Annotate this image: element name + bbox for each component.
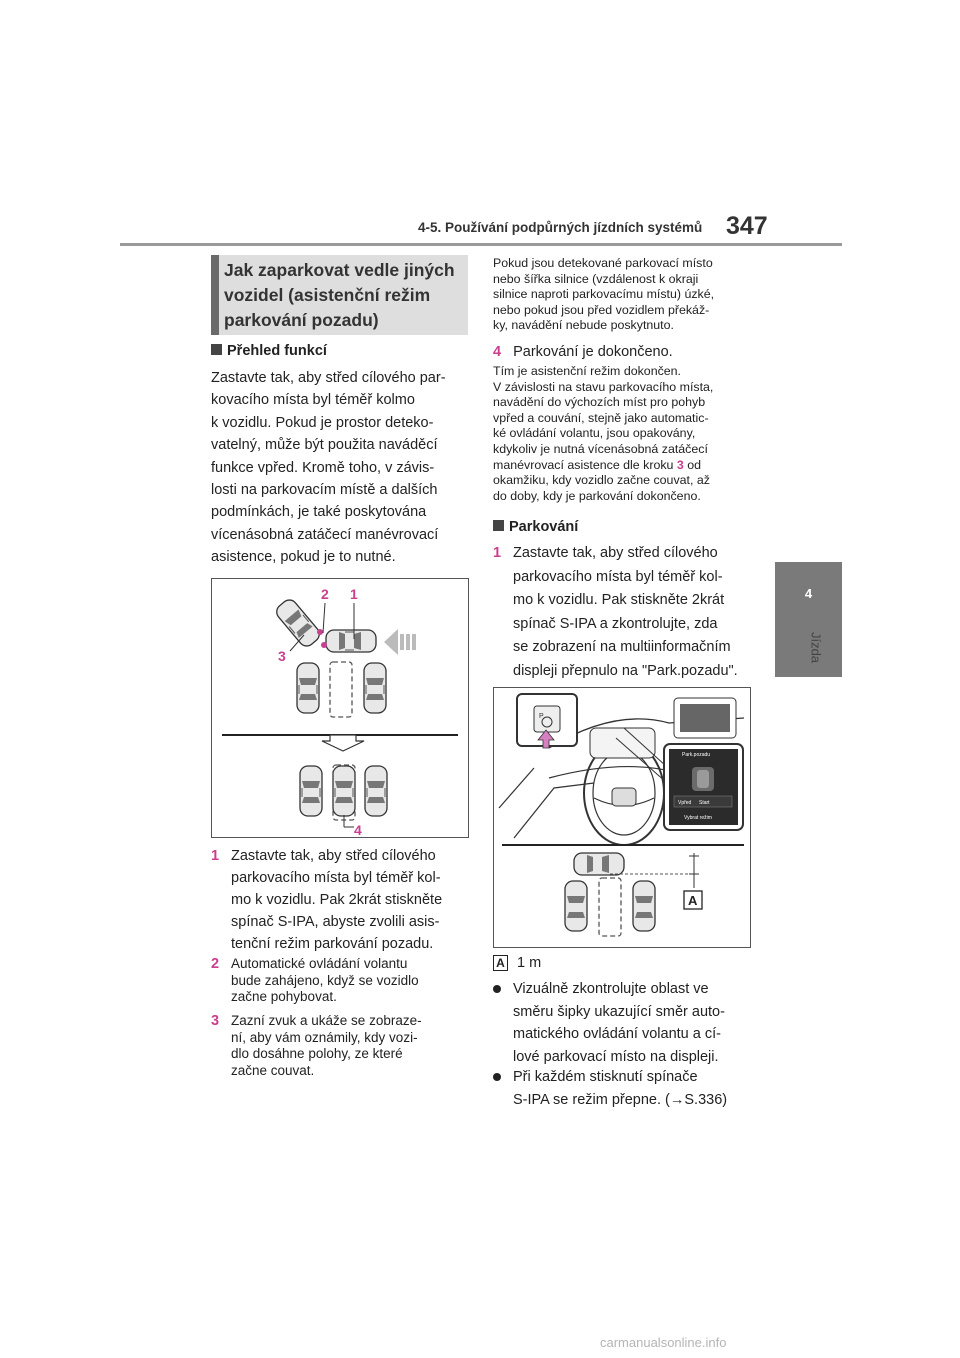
step-line: bude zahájeno, když se vozidlo xyxy=(231,972,419,988)
note-line: nebo pokud jsou před vozidlem překáž- xyxy=(493,302,710,317)
direction-arrow-icon xyxy=(384,629,416,655)
chapter-number: 4 xyxy=(804,586,813,601)
note-line: ké ovládání volantu, jsou opakovány, xyxy=(493,426,696,441)
step-line: dlo dosáhne polohy, ze které xyxy=(231,1046,403,1061)
parked-car xyxy=(565,881,587,931)
bullet-line: lové parkovací místo na displeji. xyxy=(513,1048,719,1065)
intro-paragraph xyxy=(211,367,471,569)
step-number: 3 xyxy=(211,1013,220,1029)
note-line: Pokud jsou detekované parkovací místo xyxy=(493,256,713,270)
target-space xyxy=(330,662,352,717)
step-line: se zobrazení na multiinformačním xyxy=(513,639,731,656)
parked-car xyxy=(297,663,319,713)
bullet-line[interactable]: S-IPA se režim přepne. (→S.336) xyxy=(513,1091,728,1108)
intro-line: podmínkách, je také poskytována xyxy=(211,504,427,521)
parking-step-1 xyxy=(493,542,763,684)
square-bullet-icon xyxy=(211,344,222,355)
section-title: Jak zaparkovat vedle jiných vozidel (asistenční režim parkování pozadu) xyxy=(224,260,455,330)
step-line: Zazní zvuk a ukáže se zobraze- xyxy=(231,1013,422,1028)
target-space xyxy=(599,878,621,936)
step-4 xyxy=(493,341,763,363)
step-3 xyxy=(211,1013,473,1079)
intro-line: asistence, pokud je to nutné. xyxy=(211,549,396,566)
watermark: carmanualsonline.info xyxy=(600,1335,727,1350)
bullet-line: matického ovládání volantu a cí- xyxy=(513,1026,721,1043)
section-header: 4-5. Používání podpůrných jízdních systémů xyxy=(418,220,703,235)
step-line: Zastavte tak, aby střed cílového xyxy=(513,545,718,561)
fig-label-3: 3 xyxy=(278,648,286,664)
step-2 xyxy=(211,956,473,1006)
fig-label-4: 4 xyxy=(354,822,362,837)
parked-car xyxy=(300,766,322,816)
note-line: V závislosti na stavu parkovacího místa, xyxy=(493,379,714,394)
note-line: nebo šířka silnice (vzdálenost k okraji xyxy=(493,271,699,286)
step-line: displeji přepnulo na "Park.pozadu". xyxy=(513,662,738,679)
dashboard-diagram xyxy=(494,688,750,947)
own-car xyxy=(574,853,624,875)
step-line: tenční režim parkování pozadu. xyxy=(231,936,434,952)
step-number: 1 xyxy=(493,545,502,561)
subheading-text: Přehled funkcí xyxy=(227,343,327,359)
bullet-line: směru šipky ukazující směr auto- xyxy=(513,1003,725,1020)
header-divider xyxy=(120,243,842,246)
step-line: spínač S-IPA, abyste zvolili asis- xyxy=(231,914,440,930)
display-mode-button: Vybrat režim xyxy=(684,815,712,821)
completion-note xyxy=(493,364,763,504)
legend-A-text: 1 m xyxy=(517,955,542,971)
note-line: vpřed a couvání, stejně jako automatic- xyxy=(493,410,709,425)
step-number: 1 xyxy=(211,848,220,864)
intro-line: vatelný, může být použita naváděcí xyxy=(211,437,438,454)
parked-car xyxy=(364,663,386,713)
note-line: silnice naproti parkovacímu místu) úzké, xyxy=(493,287,715,302)
parking-overview-diagram xyxy=(212,579,468,837)
step-text: Parkování je dokončeno. xyxy=(513,344,673,360)
label-A: A xyxy=(688,893,698,908)
step-line: parkovacího místa byl téměř kol- xyxy=(231,870,441,886)
dashboard-figure xyxy=(493,687,751,948)
parking-overview-figure xyxy=(211,578,469,838)
detection-note xyxy=(493,256,763,334)
step-number: 2 xyxy=(211,956,220,972)
bullet-line: Při každém stisknutí spínače xyxy=(513,1069,698,1085)
step-line: spínač S-IPA a zkontrolujte, zda xyxy=(513,615,718,632)
bullet-2 xyxy=(493,1066,763,1111)
subheading-text: Parkování xyxy=(509,519,579,535)
down-arrow-icon xyxy=(322,735,364,751)
step-number: 4 xyxy=(493,344,502,360)
note-line-with-ref xyxy=(493,458,763,474)
note-line: okamžiku, kdy vozidlo začne couvat, až xyxy=(493,473,710,488)
bullet-dot-icon xyxy=(493,1073,501,1081)
section-title-bar xyxy=(211,255,219,335)
sipa-switch-icon xyxy=(534,706,560,732)
intro-line: kovacího místa byl téměř kolmo xyxy=(211,392,415,409)
display-forward-button: Vpřed xyxy=(678,800,692,806)
note-line: Tím je asistenční režim dokončen. xyxy=(493,364,682,378)
note-line: kdykoliv je nutná vícenásobná zatáčecí xyxy=(493,441,708,456)
chapter-label: Jízda xyxy=(808,631,824,664)
parked-car xyxy=(365,766,387,816)
page-number: 347 xyxy=(726,212,768,240)
step-line: ní, aby vám oznámily, kdy vozi- xyxy=(231,1029,418,1045)
step-line: Automatické ovládání volantu xyxy=(231,956,408,971)
note-line: ky, navádění nebude poskytnuto. xyxy=(493,318,674,333)
note-text: manévrovací asistence dle kroku xyxy=(493,457,674,472)
subheading-parking xyxy=(493,519,578,535)
own-car-parked xyxy=(333,766,355,816)
own-car-start xyxy=(326,630,376,652)
bullet-1 xyxy=(493,978,763,1068)
step-line: parkovacího místa byl téměř kol- xyxy=(513,568,723,585)
step-line: začne pohybovat. xyxy=(231,989,337,1004)
subheading-overview xyxy=(211,343,327,359)
svg-text:P: P xyxy=(539,713,544,720)
display-title: Park.pozadu xyxy=(682,752,711,758)
note-line: do doby, kdy je parkování dokončeno. xyxy=(493,488,701,503)
intro-line: funkce vpřed. Kromě toho, v závis- xyxy=(211,459,435,476)
fig-label-2: 2 xyxy=(321,586,329,602)
parked-car xyxy=(633,881,655,931)
legend-A-box: A xyxy=(493,955,508,971)
note-text: od xyxy=(683,457,702,472)
intro-line: losti na parkovacím místě a dalších xyxy=(211,482,438,499)
fig-label-1: 1 xyxy=(350,586,358,602)
square-bullet-icon xyxy=(493,520,504,531)
step-ref: 3 xyxy=(676,457,684,472)
intro-line: vícenásobná zatáčecí manévrovací xyxy=(211,526,439,543)
intro-line: k vozidlu. Pokud je prostor deteko- xyxy=(211,414,434,431)
intro-line: Zastavte tak, aby střed cílového par- xyxy=(211,370,446,386)
note-line: navádění do výchozích míst pro pohyb xyxy=(493,395,706,410)
step-line: mo k vozidlu. Pak 2krát stiskněte xyxy=(231,892,443,908)
step-1 xyxy=(211,845,473,955)
step-line: Zastavte tak, aby střed cílového xyxy=(231,848,436,864)
display-start-label: Start xyxy=(699,800,710,806)
bullet-line: Vizuálně zkontrolujte oblast ve xyxy=(513,981,709,997)
step-line: začne couvat. xyxy=(231,1062,315,1078)
step-line: mo k vozidlu. Pak stiskněte 2krát xyxy=(513,592,725,609)
legend-A xyxy=(493,955,541,971)
bullet-dot-icon xyxy=(493,985,501,993)
